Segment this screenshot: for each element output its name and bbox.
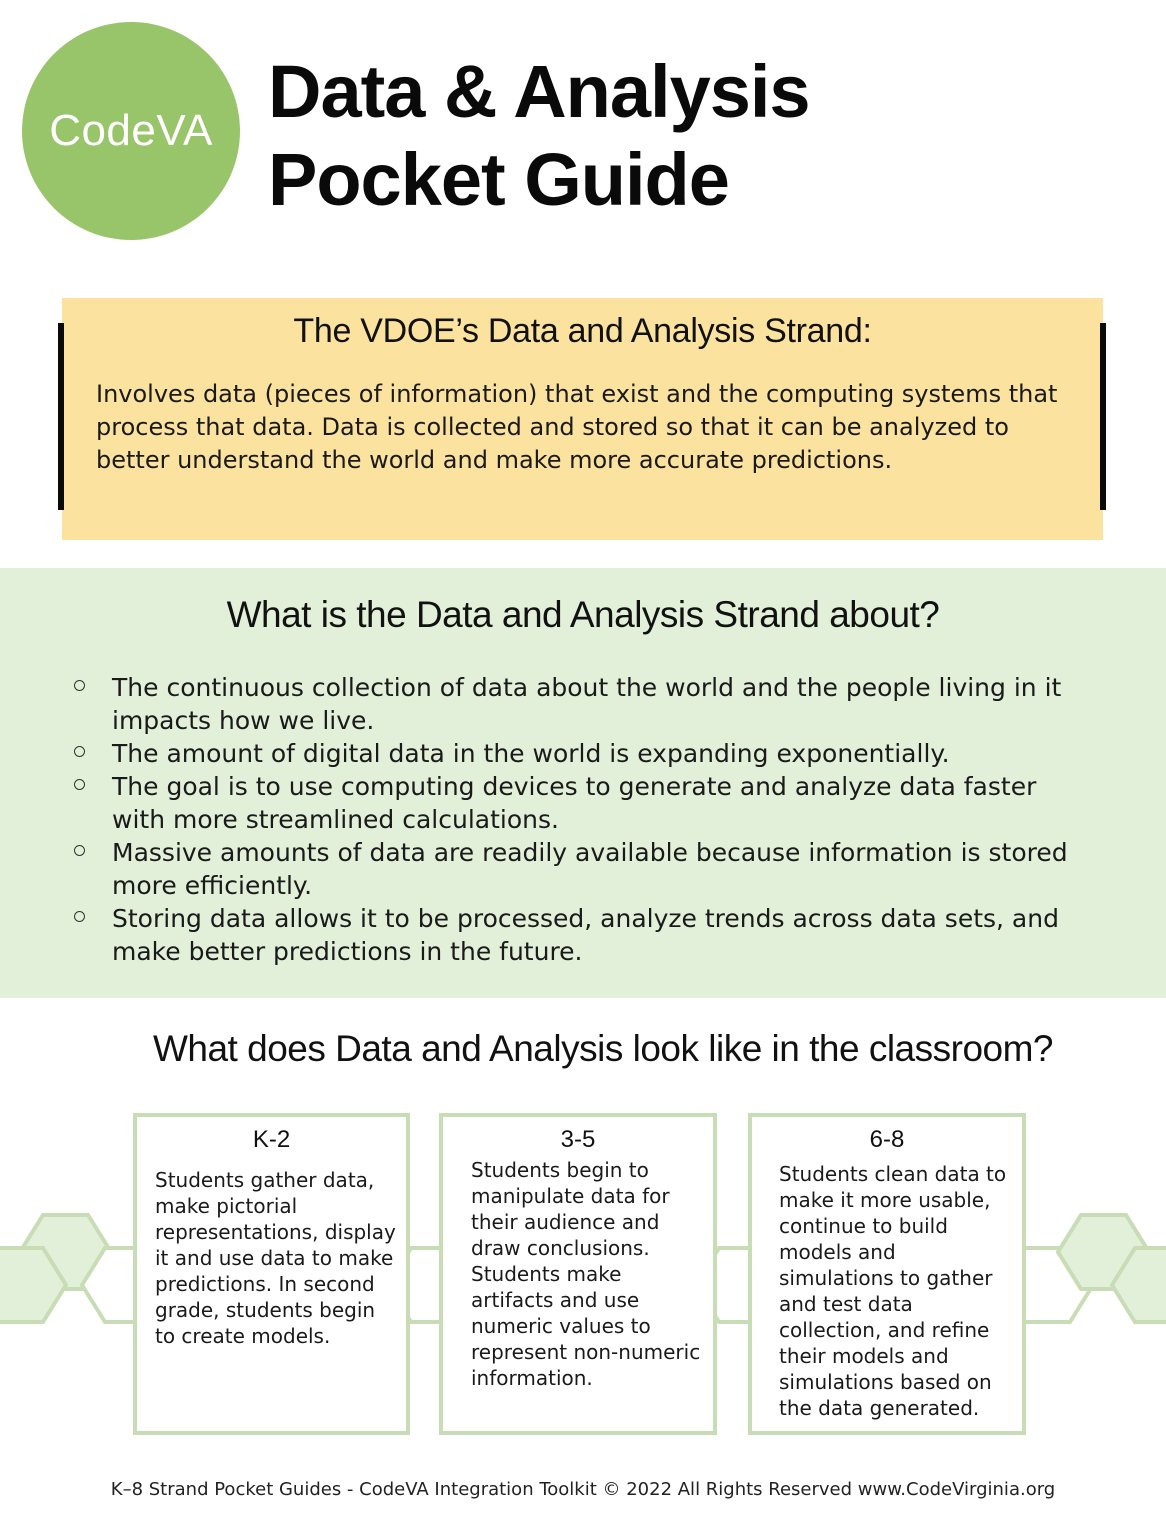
grade-body: Students gather data, make pictorial representations, display it and use data to make predictions. In second grade, students begin to create models. — [155, 1168, 396, 1348]
classroom-heading: What does Data and Analysis look like in the classroom? — [152, 1028, 1054, 1069]
strand-body: Involves data (pieces of information) that exist and the computing systems that process that data. Data is collected and stored so that it can be analyzed to better understand the world and make more accurate predictions. — [96, 380, 1058, 474]
strand-heading: The VDOE’s Data and Analysis Strand: — [293, 312, 872, 350]
grade-title: 6-8 — [869, 1126, 905, 1153]
grade-body: Students clean data to make it more usable, continue to build models and simulations to gather and test data collection, and refine their models and simulations based on the data generated. — [779, 1162, 1007, 1420]
logo-text: CodeVA — [49, 106, 213, 155]
grade-card-k-2 — [133, 1113, 410, 1435]
grade-title: 3-5 — [560, 1126, 596, 1153]
footer-text: K–8 Strand Pocket Guides - CodeVA Integration Toolkit © 2022 All Rights Reserved www.CodeVirginia.org — [110, 1479, 1056, 1500]
grade-card-6-8 — [748, 1113, 1026, 1435]
grade-card-3-5 — [439, 1113, 717, 1435]
grade-body: Students begin to manipulate data for their audience and draw conclusions. Students make artifacts and use numeric values to represent non-numeric information. — [471, 1158, 701, 1390]
grade-title: K-2 — [252, 1126, 291, 1153]
page-title-line-2: Pocket Guide — [268, 138, 729, 221]
list-item-text: The amount of digital data in the world is expanding exponentially. — [112, 739, 950, 768]
about-heading: What is the Data and Analysis Strand about? — [226, 594, 940, 635]
list-item-text: Storing data allows it to be processed, analyze trends across data sets, and make better predictions in the future. — [112, 904, 1059, 966]
list-item-text: The continuous collection of data about the world and the people living in it impacts how we live. — [112, 673, 1062, 735]
list-item-text: Massive amounts of data are readily available because information is stored more efficiently. — [112, 838, 1068, 900]
list-item-text: The goal is to use computing devices to generate and analyze data faster with more streamlined calculations. — [112, 772, 1037, 834]
page-title-line-1: Data & Analysis — [268, 50, 810, 133]
